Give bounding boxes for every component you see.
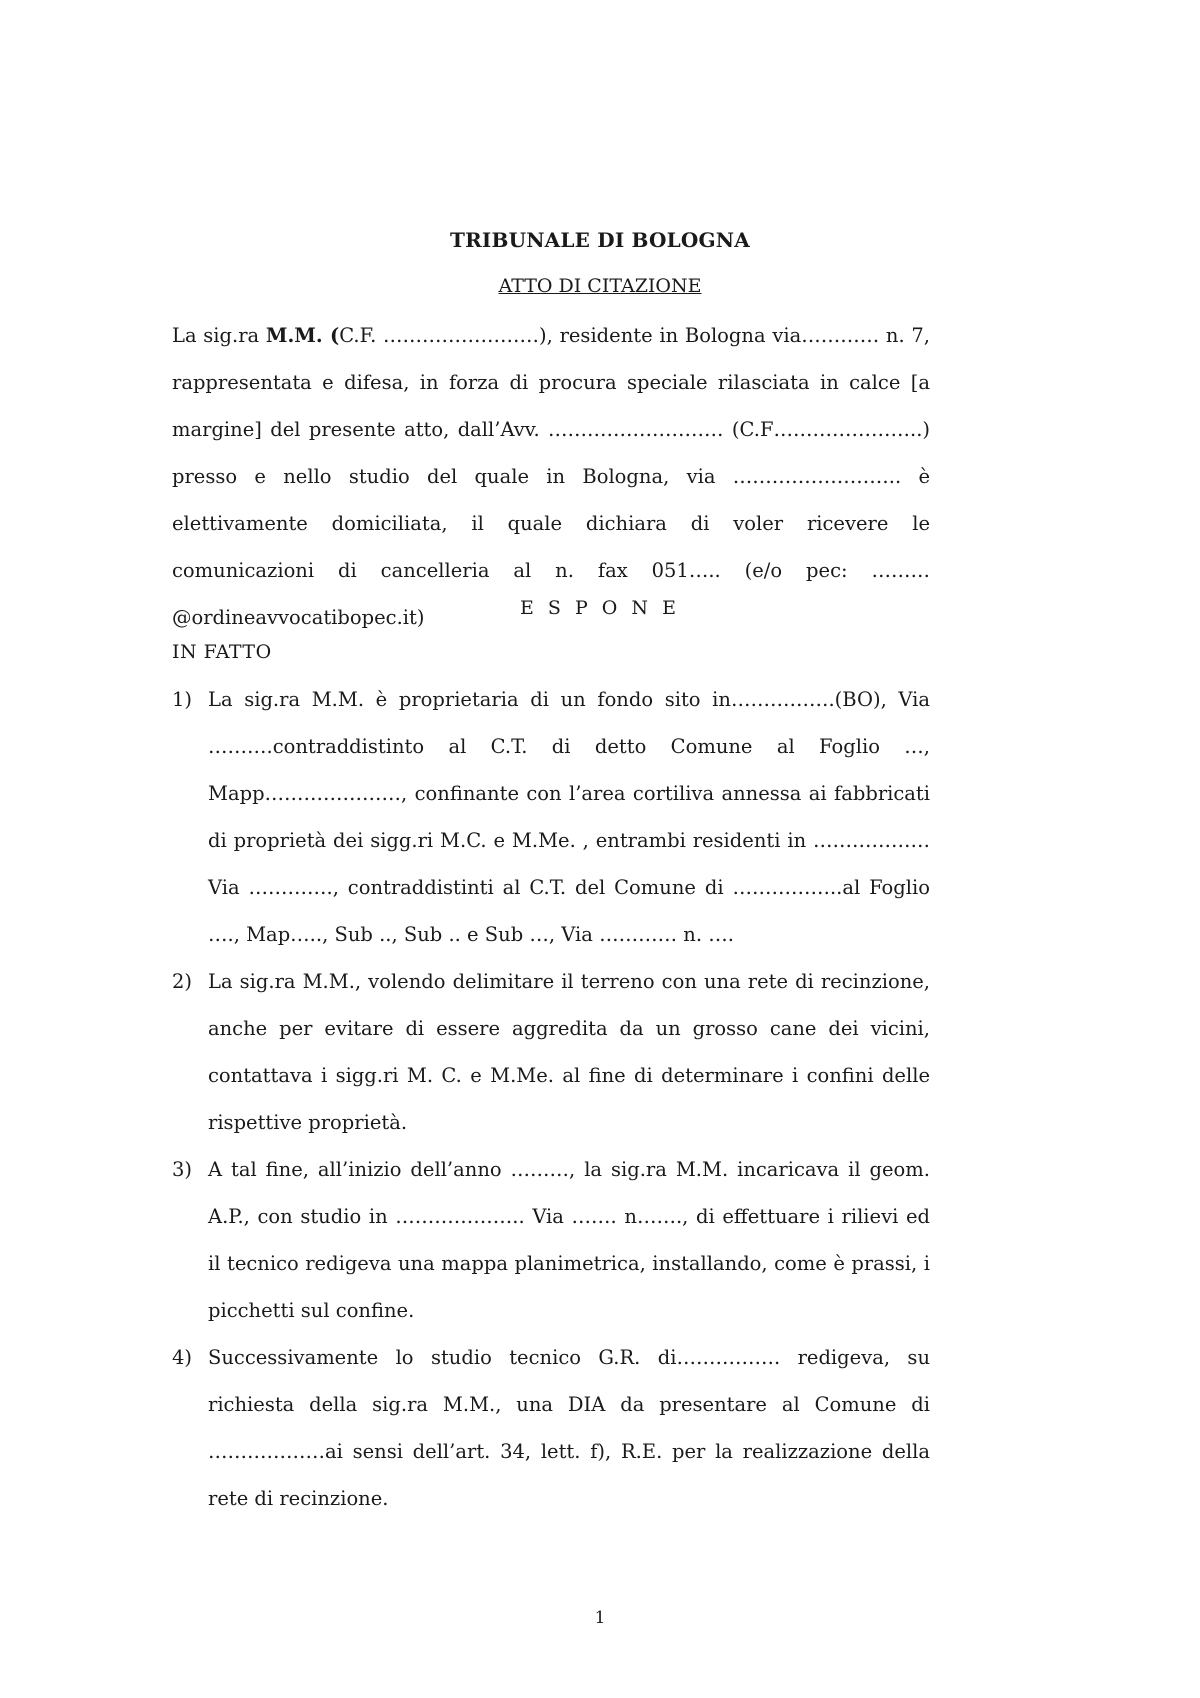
intro-text-rest: C.F. ……………………), residente in Bologna via………… n. 7, rappresentata e difesa, in forza di procura speciale rilasciata in calce [a margine] del presente atto, dall’Avv. ……………………… (C.F…………………..) presso e nello studio del quale in Bologna, via …………………….. è elettivamente domiciliata, il quale dichiara di voler ricevere le comunicazioni di cancelleria al n. fax 051….. (e/o pec: ………@ordineavvocatibopec.it) bbox=[172, 324, 931, 629]
list-item bbox=[172, 676, 930, 958]
list-item-text: La sig.ra M.M., volendo delimitare il terreno con una rete di recinzione, anche per evitare di essere aggredita da un grosso cane dei vicini, contattava i sigg.ri M. C. e M.Me. al fine di determinare i confini delle rispettive proprietà. bbox=[208, 970, 930, 1134]
list-item-number: 2) bbox=[172, 970, 193, 993]
subsection-heading: IN FATTO bbox=[172, 641, 272, 663]
list-item-text: La sig.ra M.M. è proprietaria di un fondo sito in…………….(BO), Via ……….contraddistinto al C.T. di detto Comune al Foglio …, Mapp…………………, confinante con l’area cortiliva annessa ai fabbricati di proprietà dei sigg.ri M.C. e M.Me. , entrambi residenti in ……………… Via …………., contraddistinti al C.T. del Comune di ……………..al Foglio …., Map….., Sub .., Sub .. e Sub …, Via ………… n. …. bbox=[208, 688, 930, 946]
party-name: M.M. ( bbox=[265, 324, 340, 347]
list-item bbox=[172, 958, 930, 1146]
list-item bbox=[172, 1146, 930, 1334]
page-number: 1 bbox=[594, 1608, 606, 1628]
list-item-text: Successivamente lo studio tecnico G.R. di……………. redigeva, su richiesta della sig.ra M.M., una DIA da presentare al Comune di ………………ai sensi dell’art. 34, lett. f), R.E. per la realizzazione della rete di recinzione. bbox=[208, 1346, 930, 1510]
document-type-heading: ATTO DI CITAZIONE bbox=[498, 275, 702, 297]
list-item-number: 4) bbox=[172, 1346, 193, 1369]
list-item-number: 3) bbox=[172, 1158, 193, 1181]
intro-paragraph bbox=[172, 312, 930, 641]
list-item-text: A tal fine, all’inizio dell’anno ………, la sig.ra M.M. incaricava il geom. A.P., con studio in ……………….. Via ……. n……., di effettuare i rilievi ed il tecnico redigeva una mappa planimetrica, installando, come è prassi, i picchetti sul confine. bbox=[208, 1158, 930, 1322]
section-heading: E S P O N E bbox=[520, 597, 680, 619]
court-heading: TRIBUNALE DI BOLOGNA bbox=[450, 228, 750, 252]
intro-text-start: La sig.ra bbox=[172, 324, 266, 347]
list-item-number: 1) bbox=[172, 688, 193, 711]
list-item bbox=[172, 1334, 930, 1522]
